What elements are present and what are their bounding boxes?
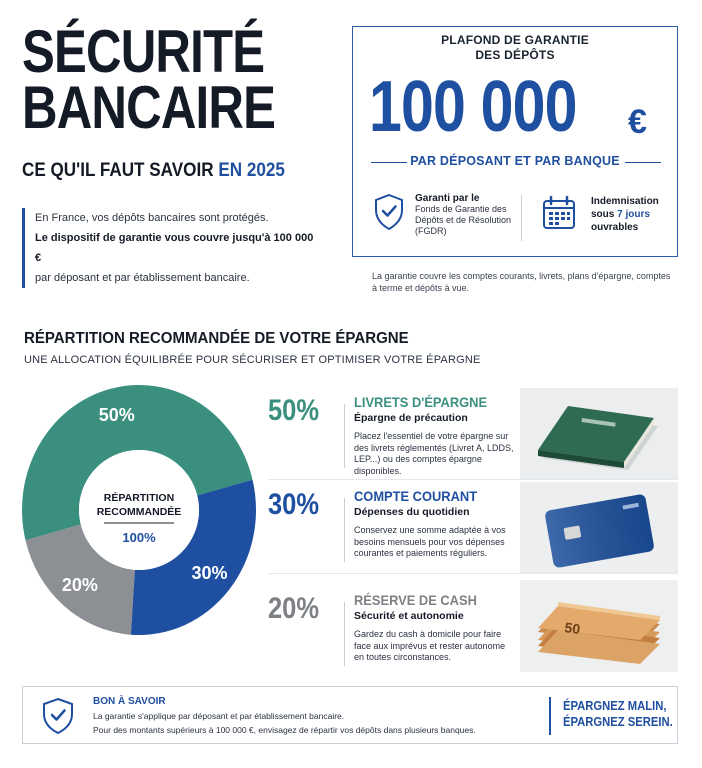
donut-center-line-2: RECOMMANDÉE — [96, 506, 182, 518]
intro-line-3: par déposant et par établissement bancaire. — [35, 272, 250, 284]
slogan — [563, 698, 673, 730]
page-title: SÉCURITÉ BANCAIRE — [22, 18, 276, 141]
section-subtitle: UNE ALLOCATION ÉQUILIBRÉE POUR SÉCURISER ET OPTIMISER VOTRE ÉPARGNE — [24, 354, 481, 366]
good-to-know-line-1: La garantie s'applique par déposant et par établissement bancaire. — [93, 711, 345, 721]
slogan-line-1: ÉPARGNEZ MALIN, — [563, 699, 667, 713]
slogan-separator — [549, 697, 551, 735]
row-subtitle: Épargne de précaution — [354, 412, 468, 424]
row-subtitle: Dépenses du quotidien — [354, 506, 470, 518]
row-title: LIVRETS D'ÉPARGNE — [354, 394, 488, 410]
section-title: RÉPARTITION RECOMMANDÉE DE VOTRE ÉPARGNE — [24, 330, 409, 347]
info-separator — [521, 195, 522, 241]
subtitle-year: EN 2025 — [218, 160, 285, 181]
coverage-note: La garantie couvre les comptes courants, livrets, plans d'épargne, comptes à terme et dépôts à vue. — [372, 271, 671, 293]
good-to-know-box — [22, 686, 678, 744]
row-title: COMPTE COURANT — [354, 488, 478, 504]
ceiling-per: PAR DÉPOSANT ET PAR BANQUE — [410, 154, 620, 168]
ceiling-title-line-1: PLAFOND DE GARANTIE — [441, 33, 589, 47]
slice-cash-label: 20% — [61, 575, 98, 596]
slice-current-account-label: 30% — [191, 562, 228, 583]
calendar-icon — [541, 195, 577, 236]
row-percent: 30% — [268, 488, 320, 521]
shield-check-icon — [41, 697, 75, 740]
row-description: Gardez du cash à domicile pour faire face aux imprévus et rester autonome en toutes circonstances. — [354, 629, 506, 662]
subtitle-main: CE QU'IL FAUT SAVOIR — [22, 160, 219, 181]
savings-book-image — [520, 388, 678, 480]
ceiling-currency: € — [628, 103, 647, 141]
row-description: Conservez une somme adaptée à vos besoins mensuels pour vos dépenses courantes et paiements réguliers. — [354, 525, 506, 558]
row-divider — [344, 602, 345, 666]
slogan-line-2: ÉPARGNEZ SEREIN. — [563, 715, 673, 729]
ceiling-amount: 100 000 — [369, 67, 577, 147]
bank-card-image — [520, 482, 678, 574]
good-to-know-line-2: Pour des montants supérieurs à 100 000 €, envisagez de répartir vos dépôts dans plusieurs banques. — [93, 725, 476, 735]
shield-check-icon — [373, 193, 405, 236]
donut-center-total: 100% — [122, 530, 156, 545]
row-description: Placez l'essentiel de votre épargne sur des livrets réglementés (Livret A, LDDS, LEP...) ou des comptes épargne disponibles. — [354, 431, 514, 476]
good-to-know-title: BON À SAVOIR — [93, 696, 166, 707]
intro-block — [22, 208, 322, 288]
ceiling-title — [353, 33, 677, 63]
donut-center-line-1: RÉPARTITION — [103, 492, 175, 504]
intro-line-1: En France, vos dépôts bancaires sont protégés. — [35, 212, 269, 224]
indemnity-text: Indemnisation sous 7 jours ouvrables — [591, 196, 659, 233]
row-divider — [344, 498, 345, 562]
row-separator — [268, 573, 678, 574]
row-divider — [344, 404, 345, 468]
euro-banknotes-image — [520, 580, 678, 672]
guarantee-ceiling-box — [352, 26, 678, 257]
svg-text:50: 50 — [563, 619, 582, 638]
intro-line-2: Le dispositif de garantie vous couvre jusqu'à 100 000 € — [35, 232, 314, 264]
row-percent: 50% — [268, 394, 320, 427]
row-subtitle: Sécurité et autonomie — [354, 610, 464, 622]
row-percent: 20% — [268, 592, 320, 625]
allocation-donut-chart — [22, 385, 256, 640]
ceiling-title-line-2: DES DÉPÔTS — [475, 48, 555, 62]
row-separator — [268, 479, 678, 480]
slice-savings-label: 50% — [98, 404, 135, 425]
page-subtitle — [22, 160, 285, 182]
row-title: RÉSERVE DE CASH — [354, 592, 477, 608]
fgdr-text: Garanti par le Fonds de Garantie des Dépôts et de Résolution (FGDR) — [415, 193, 512, 236]
